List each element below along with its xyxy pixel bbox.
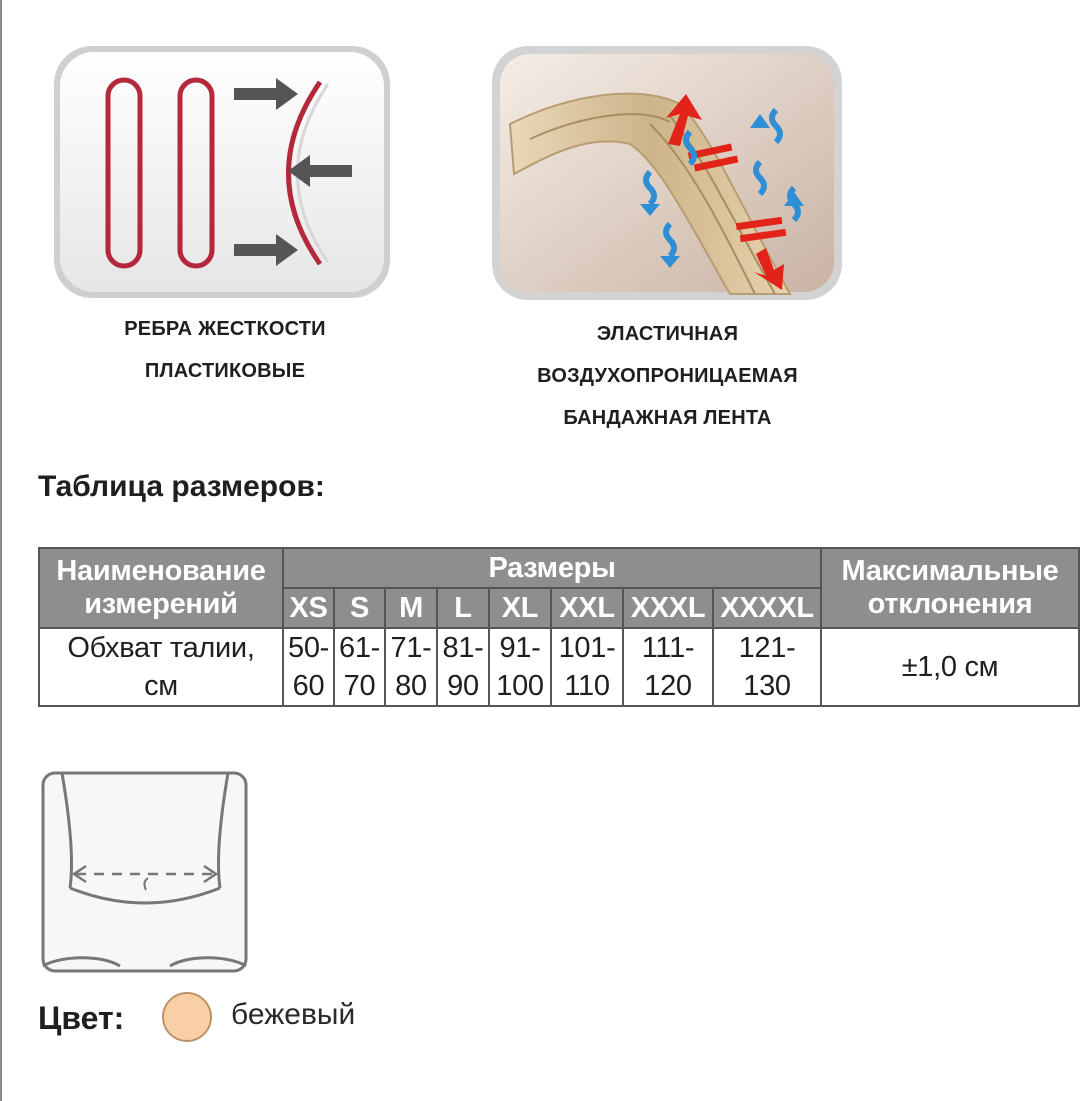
range-from: 71- bbox=[390, 632, 432, 664]
size-xxl: XXL bbox=[551, 588, 623, 628]
measure-header-line-2: измерений bbox=[84, 588, 238, 620]
range-to: 60 bbox=[292, 670, 325, 702]
band-caption-line-3: БАНДАЖНАЯ ЛЕНТА bbox=[563, 407, 772, 429]
deviation-cell: ±1,0 см bbox=[821, 628, 1079, 706]
range-cell-s bbox=[334, 628, 385, 706]
ribs-caption-line-2: ПЛАСТИКОВЫЕ bbox=[144, 360, 306, 382]
color-swatch[interactable] bbox=[162, 992, 212, 1042]
range-to: 90 bbox=[447, 670, 479, 702]
band-caption-line-2: ВОЗДУХОПРОНИЦАЕМАЯ bbox=[537, 365, 798, 387]
range-from: 61- bbox=[338, 632, 380, 664]
band-caption bbox=[480, 313, 855, 439]
measure-name-cell bbox=[39, 628, 283, 706]
color-label: Цвет: bbox=[38, 1000, 125, 1036]
elastic-band-card bbox=[490, 44, 844, 302]
range-from: 121- bbox=[738, 632, 796, 664]
range-from: 81- bbox=[442, 632, 484, 664]
stiffening-ribs-card bbox=[52, 44, 392, 300]
deviation-header-line-1: Максимальные bbox=[841, 555, 1059, 587]
range-to: 80 bbox=[395, 670, 427, 702]
waist-measurement-figure bbox=[40, 770, 250, 976]
range-from: 101- bbox=[558, 632, 616, 664]
range-to: 130 bbox=[743, 670, 791, 702]
range-cell-l bbox=[437, 628, 489, 706]
left-border bbox=[0, 0, 2, 1101]
size-s: S bbox=[334, 588, 385, 628]
range-to: 100 bbox=[496, 670, 544, 702]
range-cell-xxl bbox=[551, 628, 623, 706]
range-from: 91- bbox=[499, 632, 541, 664]
measure-header-line-1: Наименование bbox=[56, 555, 266, 587]
ribs-caption bbox=[60, 308, 390, 392]
waist-measurement-icon bbox=[40, 770, 250, 976]
deviation-header bbox=[821, 548, 1079, 628]
measure-name-line-1: Обхват талии, bbox=[67, 632, 255, 664]
size-xxxxl: XXXXL bbox=[713, 588, 821, 628]
band-caption-line-1: ЭЛАСТИЧНАЯ bbox=[596, 323, 739, 345]
range-cell-xl bbox=[489, 628, 551, 706]
color-name: бежевый bbox=[231, 998, 356, 1031]
elastic-breathable-band-icon bbox=[490, 44, 844, 302]
sizes-header: Размеры bbox=[283, 548, 821, 588]
deviation-header-line-2: отклонения bbox=[867, 588, 1033, 620]
measure-header bbox=[39, 548, 283, 628]
size-table-title: Таблица размеров: bbox=[38, 470, 325, 503]
range-cell-xs bbox=[283, 628, 334, 706]
plastic-stiffening-ribs-icon bbox=[52, 44, 392, 300]
range-cell-xxxxl bbox=[713, 628, 821, 706]
range-from: 50- bbox=[287, 632, 329, 664]
measure-name-line-2: см bbox=[144, 670, 178, 702]
range-cell-m bbox=[385, 628, 437, 706]
range-cell-xxxl bbox=[623, 628, 713, 706]
size-l: L bbox=[437, 588, 489, 628]
range-to: 70 bbox=[343, 670, 376, 702]
range-from: 111- bbox=[641, 632, 695, 664]
size-table bbox=[38, 547, 1080, 707]
range-to: 110 bbox=[564, 670, 610, 702]
ribs-caption-line-1: РЕБРА ЖЕСТКОСТИ bbox=[124, 318, 326, 340]
range-to: 120 bbox=[644, 670, 692, 702]
size-xs: XS bbox=[283, 588, 334, 628]
size-xxxl: XXXL bbox=[623, 588, 713, 628]
size-m: M bbox=[385, 588, 437, 628]
size-xl: XL bbox=[489, 588, 551, 628]
